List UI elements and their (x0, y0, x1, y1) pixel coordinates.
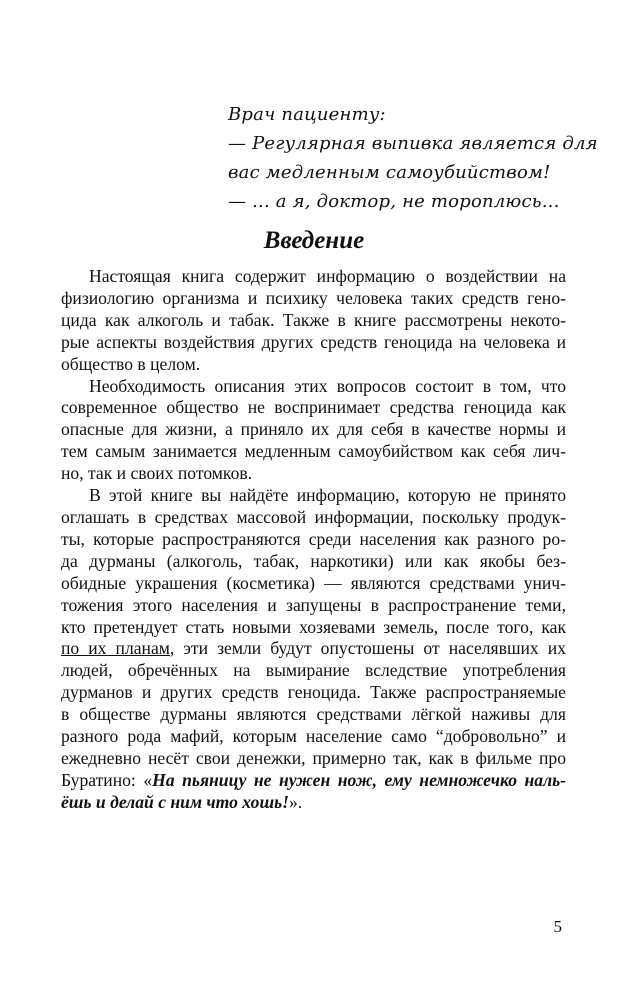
text-line: обидные украшения (косметика) — являются средствами унич- (61, 572, 566, 593)
quote-emphasis: На пьяницу не нужен нож, ему немножечко наль- (152, 769, 567, 790)
text-line: ежедневно несёт свои денежки, примерно так, как в фильме про (61, 747, 566, 768)
text-line: общество в целом. (61, 353, 201, 374)
text-line: кто претендует стать новыми хозяевами земель, после того, как (61, 616, 566, 637)
text-line: Настоящая книга содержит информацию о воздействии на (89, 266, 566, 286)
text-line: опасные для жизни, а приняло их для себя в качестве нормы и (61, 419, 566, 440)
text-line: тожения этого населения и запущены в распространение теми, (61, 594, 566, 615)
text-line: Необходимость описания этих вопросов состоит в том, что (89, 375, 566, 396)
paragraph-2 (61, 376, 566, 486)
text-line: физиологию организма и психику человека таких средств гено- (61, 287, 566, 308)
epigraph (228, 100, 598, 216)
text-line: дурманов и других средств геноцида. Также распространяемые (61, 682, 566, 703)
text-line: В этой книге вы найдёте информацию, которую не принято (89, 485, 566, 506)
text-fragment: ». (289, 791, 303, 812)
text-line: тем самым занимается медленным самоубийством как себя лич- (61, 441, 566, 462)
paragraph-1 (61, 266, 566, 376)
text-line: современное общество не воспринимает средства геноцида как (61, 397, 566, 418)
text-line (61, 792, 566, 814)
epigraph-line: вас медленным самоубийством! (228, 162, 551, 183)
text-line: да дурманы (алкоголь, табак, наркотики) или как якобы без- (61, 550, 566, 571)
epigraph-line: — ... а я, доктор, не тороплюсь... (228, 191, 560, 212)
epigraph-line: — Регулярная выпивка является для (228, 133, 598, 154)
text-line: людей, обречённых на вымирание вследствие употребления (61, 660, 566, 681)
text-line: оглашать в средствах массовой информации, поскольку продук- (61, 506, 566, 527)
text-line: но, так и своих потомков. (61, 463, 253, 484)
paragraph-3 (61, 485, 566, 814)
text-line: разного рода мафий, которым население само “добровольно” и (61, 726, 566, 747)
underlined-phrase: по их планам (61, 638, 170, 659)
body-text (61, 266, 566, 814)
text-line (61, 638, 566, 660)
text-line: рые аспекты воздействия других средств геноцида на человека и (61, 331, 566, 352)
text-line: в обществе дурманы являются средствами лёгкой наживы для (61, 704, 566, 725)
chapter-title: Введение (263, 227, 365, 254)
text-fragment: , эти земли будут опустошены от населявших их (169, 638, 566, 659)
text-line (61, 770, 566, 792)
epigraph-line: Врач пациенту: (228, 104, 386, 125)
quote-emphasis: ёшь и делай с ним что хошь! (61, 791, 289, 812)
text-line: ты, которые распространяются среди населения как разного ро- (61, 528, 566, 549)
text-fragment: Буратино: « (61, 769, 153, 790)
text-line: цида как алкоголь и табак. Также в книге рассмотрены некото- (61, 309, 566, 330)
page-number: 5 (553, 917, 562, 936)
